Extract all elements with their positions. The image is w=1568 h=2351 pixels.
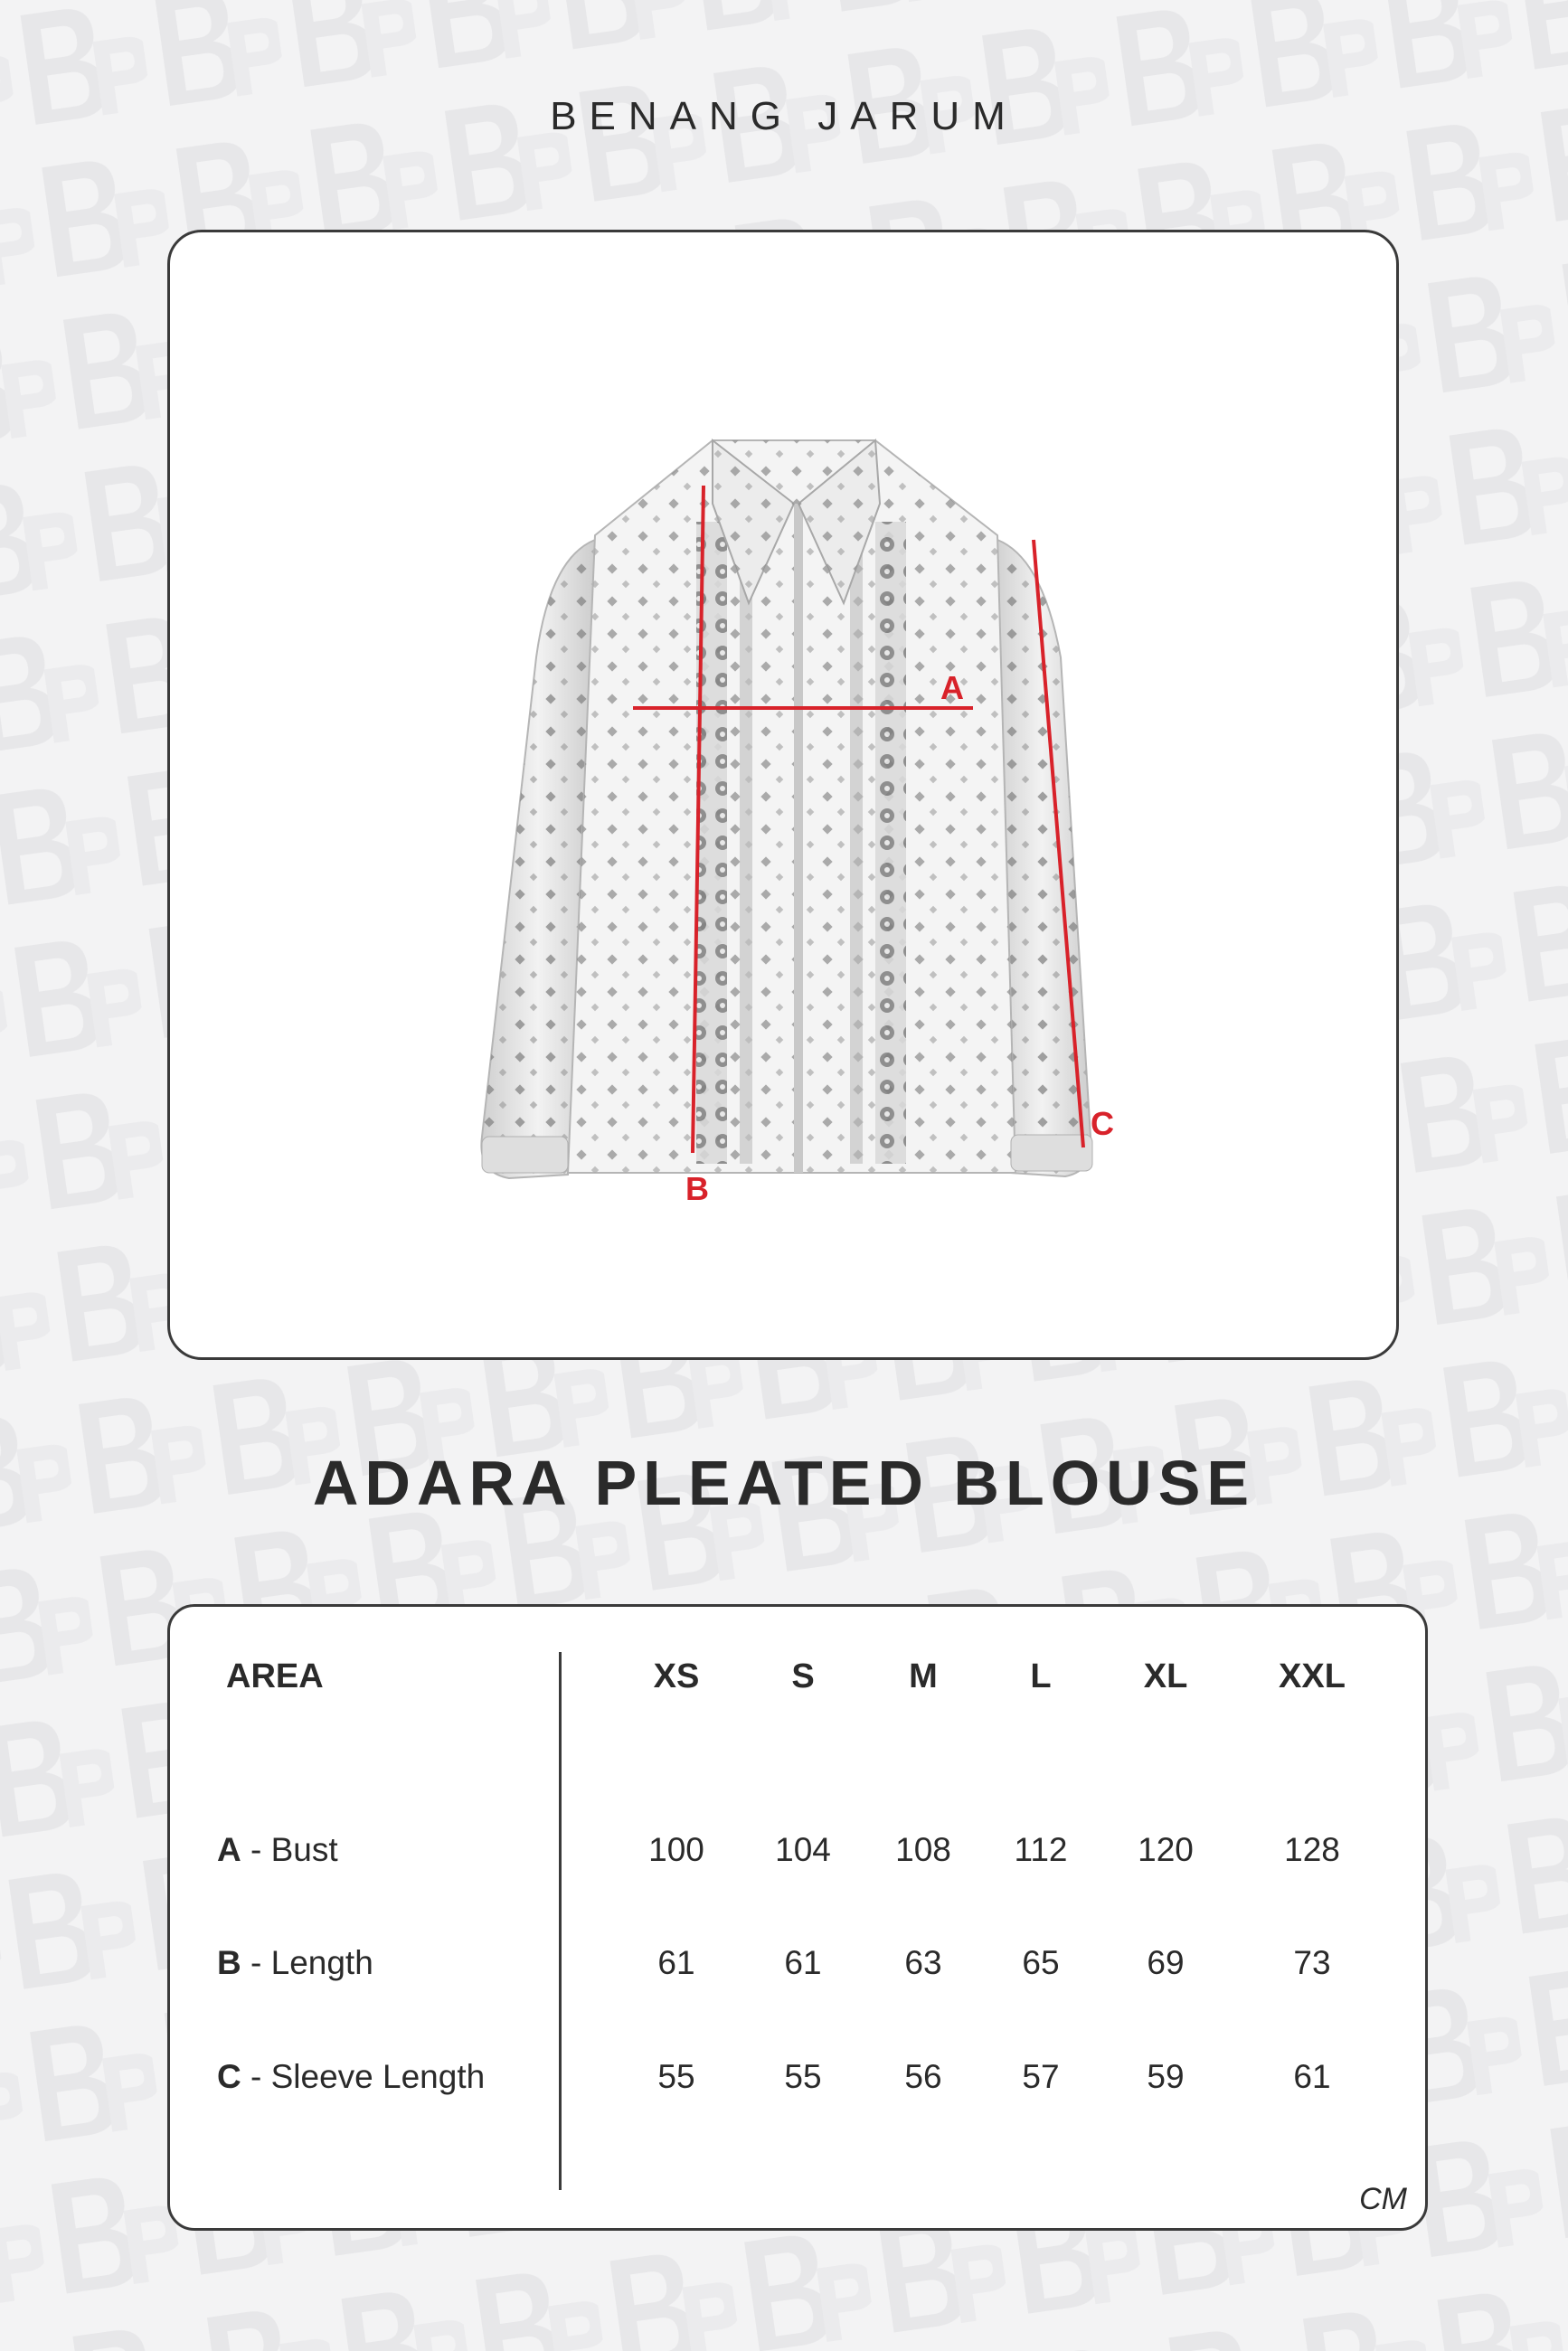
unit-label: CM (1359, 2182, 1407, 2216)
label-b: B (685, 1170, 709, 1207)
blouse-measurement-diagram (170, 232, 1402, 1363)
size-chart-table (167, 1604, 1428, 2231)
table-cell: 59 (1147, 2058, 1185, 2095)
table-cell: 100 (648, 1831, 704, 1868)
area-header: AREA (226, 1657, 324, 1695)
row-label-bust: A - Bust (217, 1831, 338, 1868)
size-header-xxl: XXL (1279, 1657, 1346, 1695)
size-header-s: S (791, 1657, 815, 1695)
table-cell: 108 (895, 1831, 951, 1868)
table-cell: 65 (1022, 1944, 1060, 1981)
table-cell: 69 (1147, 1944, 1185, 1981)
table-cell: 61 (657, 1944, 695, 1981)
table-cell: 128 (1284, 1831, 1340, 1868)
brand-name: BENANG JARUM (550, 94, 1018, 138)
size-header-xs: XS (653, 1657, 700, 1695)
size-header-xl: XL (1143, 1657, 1188, 1695)
label-a: A (940, 669, 964, 706)
table-cell: 120 (1138, 1831, 1194, 1868)
table-cell: 73 (1293, 1944, 1331, 1981)
table-cell: 104 (775, 1831, 831, 1868)
size-header-m: M (909, 1657, 938, 1695)
product-title: ADARA PLEATED BLOUSE (312, 1448, 1256, 1518)
label-c: C (1091, 1105, 1114, 1142)
table-cell: 55 (657, 2058, 695, 2095)
table-divider (559, 1652, 562, 2190)
row-label-sleeve-length: C - Sleeve Length (217, 2058, 486, 2095)
table-cell: 112 (1014, 1831, 1068, 1868)
table-cell: 57 (1022, 2058, 1060, 2095)
table-cell: 56 (904, 2058, 942, 2095)
size-header-l: L (1030, 1657, 1052, 1695)
table-cell: 63 (904, 1944, 942, 1981)
table-cell: 55 (784, 2058, 822, 2095)
product-image-card (167, 230, 1399, 1360)
table-cell: 61 (1293, 2058, 1331, 2095)
table-cell: 61 (784, 1944, 822, 1981)
row-label-length: B - Length (217, 1944, 373, 1981)
